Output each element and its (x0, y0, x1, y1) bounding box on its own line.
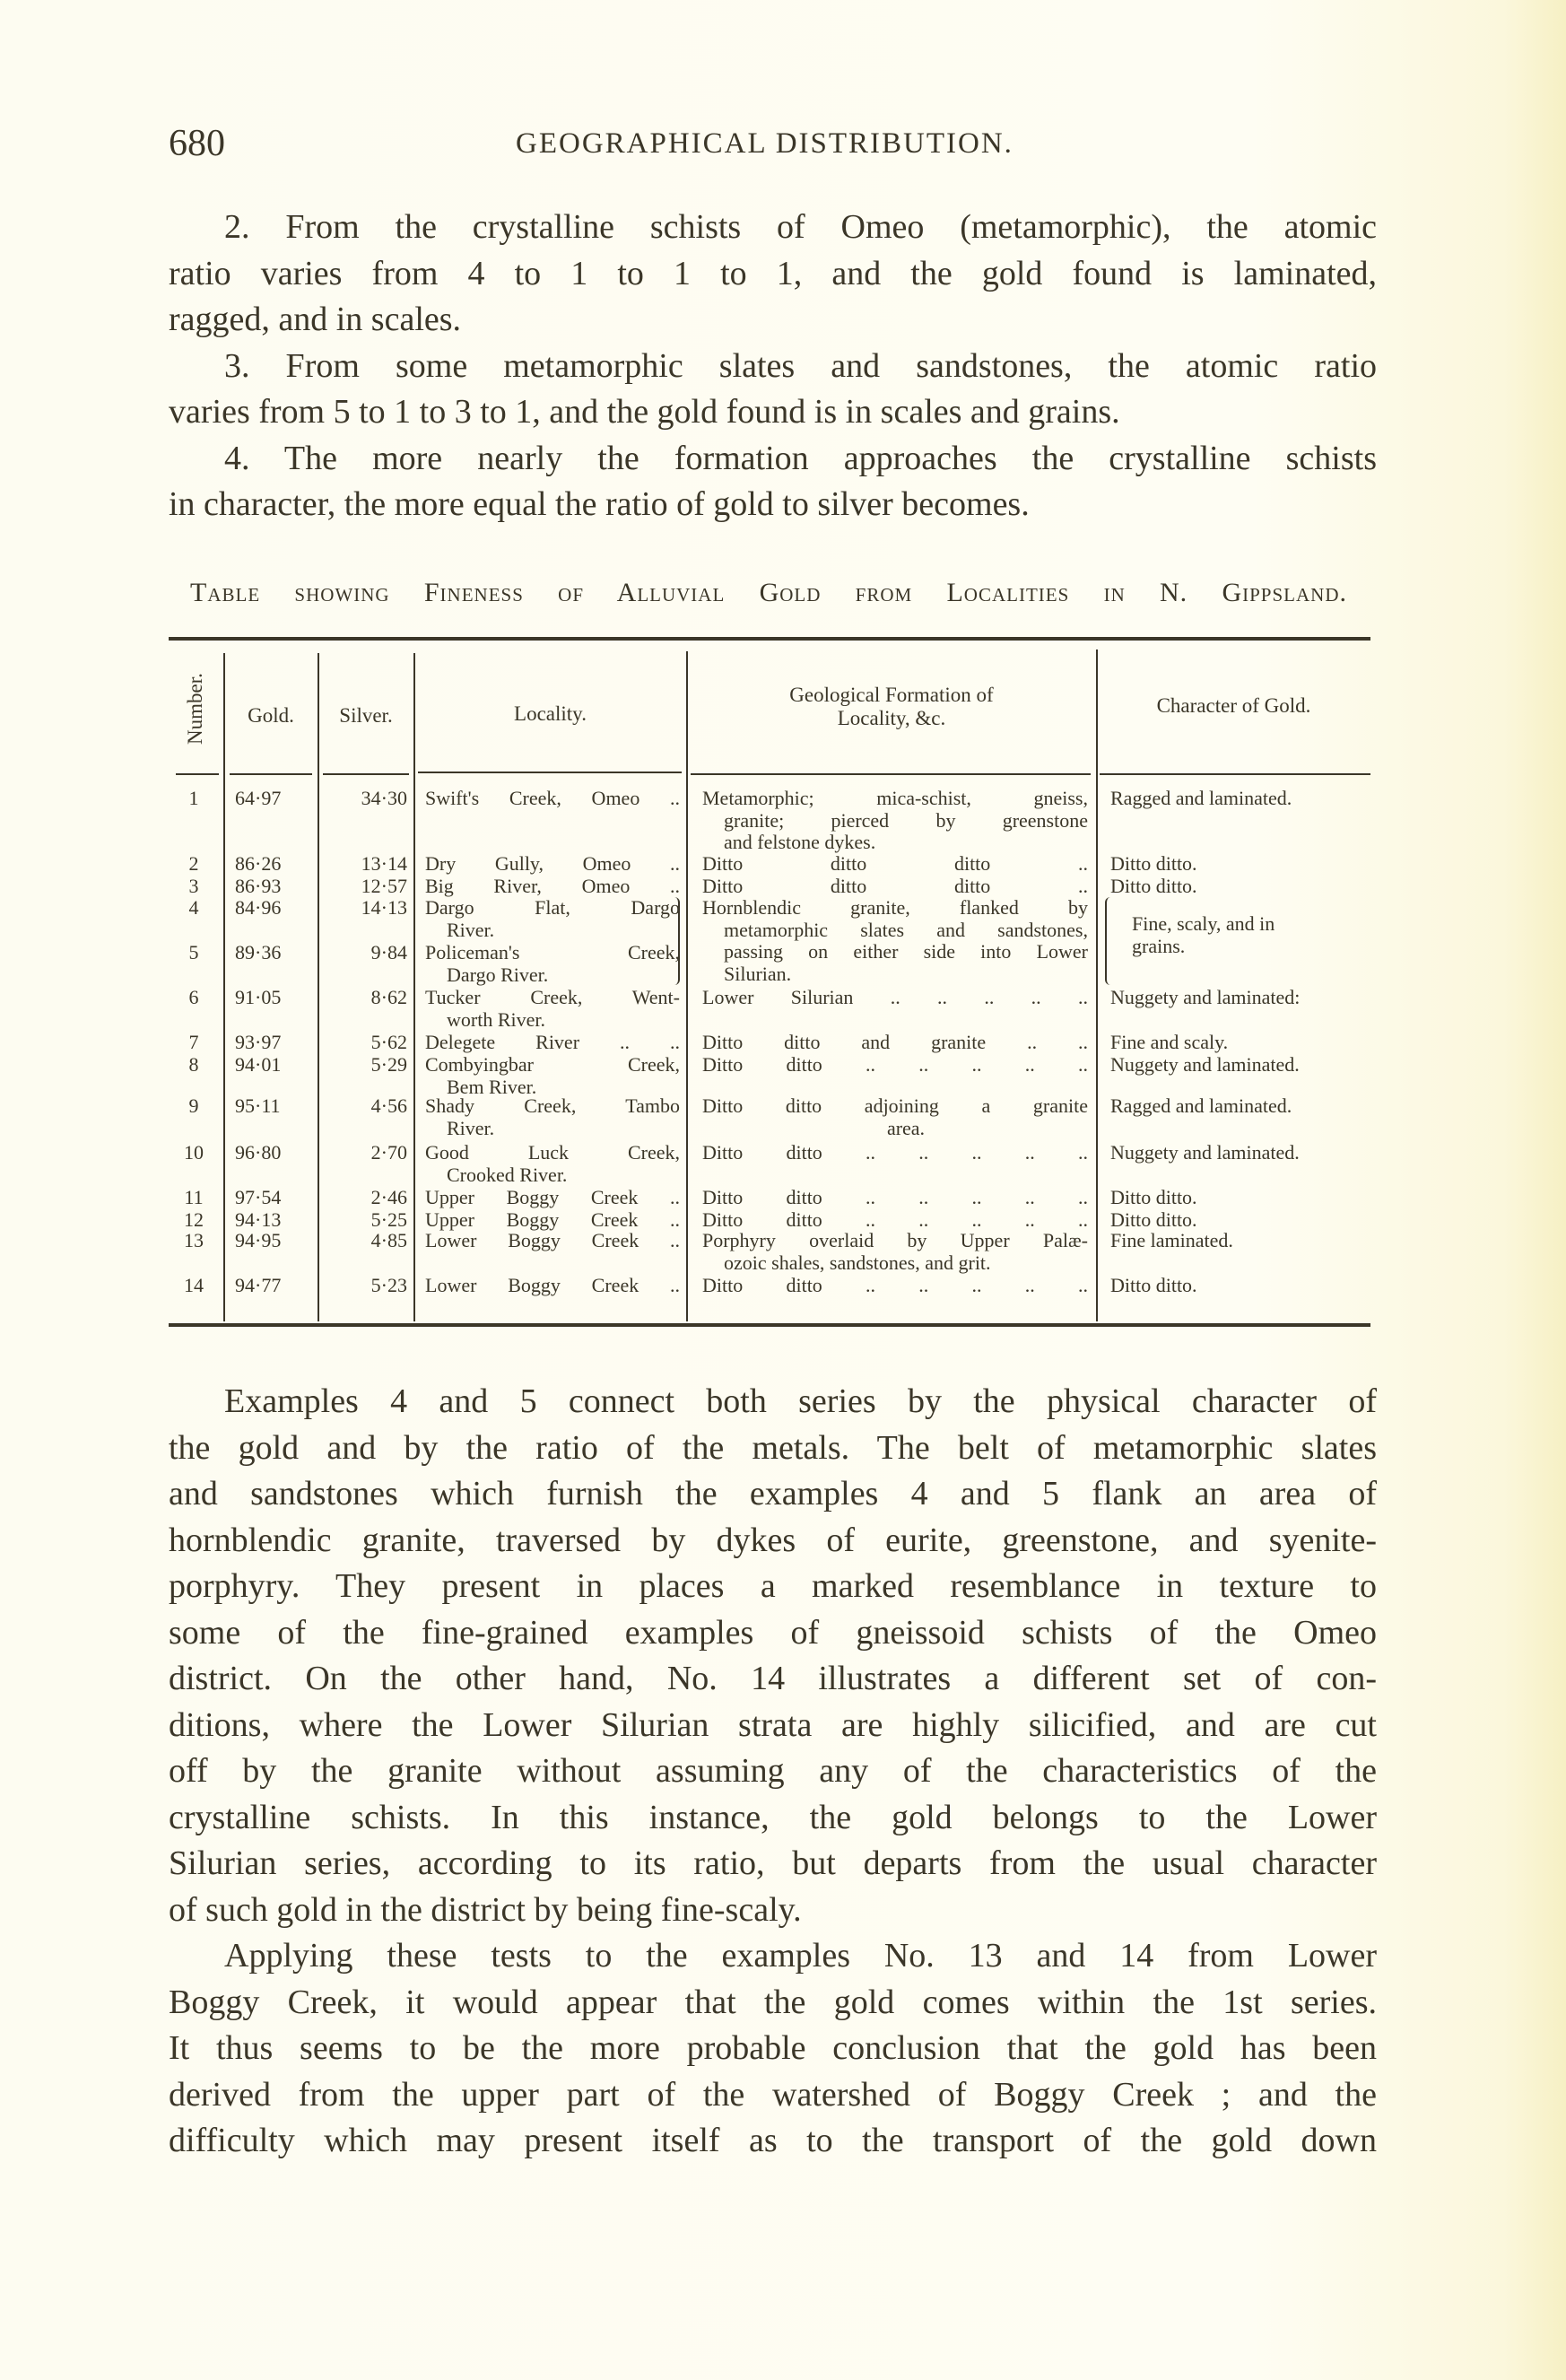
character-line: grains. (1132, 934, 1186, 957)
silver-value: 13·14 (361, 852, 407, 875)
locality-line: Lower Boggy Creek .. (425, 1229, 680, 1251)
row-number: 11 (184, 1186, 204, 1208)
paragraph-line: of such gold in the district by being fine-scaly. (169, 1890, 802, 1929)
locality-line: Bem River. (447, 1075, 537, 1098)
character-line: Ragged and laminated. (1110, 1094, 1292, 1117)
paragraph-line: Applying these tests to the examples No. 13 and 14 from Lower (224, 1937, 1377, 1975)
paragraph (169, 344, 1377, 436)
character-of-gold (1110, 1209, 1370, 1232)
geological-formation (702, 1095, 1088, 1139)
column-header-number: Number. (184, 673, 206, 745)
formation-line: Ditto ditto .. .. .. .. .. (702, 1208, 1088, 1231)
character-of-gold (1110, 876, 1370, 898)
locality-line: worth River. (447, 1007, 545, 1031)
formation-line: Metamorphic; mica-schist, gneiss, (702, 787, 1088, 809)
row-number: 7 (188, 1031, 199, 1053)
geological-formation (702, 987, 1088, 1009)
locality-line: Combyingbar Creek, (425, 1053, 680, 1076)
row-number: 12 (184, 1208, 204, 1231)
locality (425, 1209, 680, 1232)
locality-line: Policeman's Creek, (425, 941, 680, 963)
paragraph (169, 205, 1377, 344)
page-number: 680 (169, 123, 225, 164)
gold-value: 64·97 (235, 787, 282, 809)
character-line: Ditto ditto. (1110, 1274, 1197, 1296)
gold-value: 89·36 (235, 941, 282, 963)
header-divider (1100, 773, 1370, 775)
character-line: Ragged and laminated. (1110, 787, 1292, 809)
locality (425, 1142, 680, 1186)
character-line: Ditto ditto. (1110, 1208, 1197, 1231)
character-line: Nuggety and laminated. (1110, 1141, 1300, 1164)
formation-line: granite; pierced by greenstone (724, 808, 1088, 832)
locality-line: Good Luck Creek, (425, 1141, 680, 1164)
locality (425, 987, 680, 1031)
character-line: Ditto ditto. (1110, 852, 1197, 875)
locality (425, 876, 680, 898)
locality-line: Big River, Omeo .. (425, 875, 680, 897)
formation-line: passing on either side into Lower (724, 940, 1088, 963)
formation-line: Porphyry overlaid by Upper Palæ- (702, 1229, 1088, 1251)
geological-formation (702, 788, 1088, 854)
paragraph-line: derived from the upper part of the watershed of Boggy Creek ; and the (169, 2075, 1377, 2114)
character-of-gold (1110, 987, 1370, 1009)
locality (425, 853, 680, 876)
locality-line: Dargo Flat, Dargo (425, 896, 680, 919)
character-of-gold (1110, 1054, 1370, 1077)
column-divider (686, 651, 688, 1321)
column-divider (318, 653, 319, 1321)
paragraph-line: ratio varies from 4 to 1 to 1 to 1, and the gold found is laminated, (169, 254, 1377, 292)
paragraph-line: It thus seems to be the more probable conclusion that the gold has been (169, 2029, 1377, 2067)
character-of-gold (1110, 1142, 1370, 1164)
geological-formation (702, 876, 1088, 898)
locality (425, 897, 680, 941)
paragraph (169, 436, 1377, 528)
formation-line: metamorphic slates and sandstones, (724, 918, 1088, 941)
header-divider (323, 773, 409, 775)
paragraph-line: 2. From the crystalline schists of Omeo (metamorphic), the atomic (224, 208, 1377, 246)
row-number: 13 (184, 1229, 204, 1251)
paragraph (169, 1379, 1377, 1933)
gold-value: 94·01 (235, 1053, 282, 1076)
silver-value: 4·85 (370, 1229, 407, 1251)
character-of-gold (1110, 1275, 1370, 1297)
row-number: 10 (184, 1141, 204, 1164)
formation-line: area. (886, 1116, 926, 1139)
column-divider (1096, 649, 1098, 1321)
gold-value: 97·54 (235, 1186, 282, 1208)
paragraph-line: Examples 4 and 5 connect both series by the physical character of (224, 1382, 1377, 1420)
column-divider (413, 653, 415, 1321)
locality (425, 1187, 680, 1209)
locality (425, 788, 680, 810)
brace-character (1105, 897, 1110, 985)
paragraph-line: 4. The more nearly the formation approaches the crystalline schists (224, 439, 1377, 477)
character-line: Nuggety and laminated: (1110, 986, 1301, 1008)
locality-line: Shady Creek, Tambo (425, 1094, 680, 1117)
silver-value: 5·25 (370, 1208, 407, 1231)
gold-value: 91·05 (235, 986, 282, 1008)
paragraph-line: crystalline schists. In this instance, the gold belongs to the Lower (169, 1798, 1377, 1836)
column-header-character: Character of Gold. (1156, 694, 1311, 717)
character-of-gold (1110, 1230, 1370, 1252)
column-header-formation-line: Locality, &c. (837, 707, 946, 729)
formation-line: Ditto ditto .. .. .. .. .. (702, 1141, 1088, 1164)
locality-line: Swift's Creek, Omeo .. (425, 787, 680, 809)
character-line: Ditto ditto. (1110, 1186, 1197, 1208)
locality-line: River. (447, 1116, 495, 1139)
geological-formation (702, 1230, 1088, 1274)
paragraph-line: hornblendic granite, traversed by dykes of eurite, greenstone, and syenite- (169, 1521, 1377, 1559)
locality-line: Dry Gully, Omeo .. (425, 852, 680, 875)
locality-line: Delegete River .. .. (425, 1031, 680, 1053)
row-number: 4 (188, 896, 199, 919)
row-number: 1 (188, 787, 199, 809)
running-title: GEOGRAPHICAL DISTRIBUTION. (516, 127, 1014, 160)
locality-line: Tucker Creek, Went- (425, 986, 680, 1008)
column-header-formation (687, 684, 1096, 730)
locality-line: Upper Boggy Creek .. (425, 1208, 680, 1231)
locality (425, 1095, 680, 1139)
column-header-gold: Gold. (248, 704, 294, 727)
row-number: 6 (188, 986, 199, 1008)
formation-line: Ditto ditto and granite .. .. (702, 1031, 1088, 1053)
locality-line: Lower Boggy Creek .. (425, 1274, 680, 1296)
paragraph-line: in character, the more equal the ratio of gold to silver becomes. (169, 485, 1030, 523)
formation-line: Ditto ditto .. .. .. .. .. (702, 1274, 1088, 1296)
paragraph-line: ditions, where the Lower Silurian strata are highly silicified, and are cut (169, 1705, 1377, 1744)
table-bottom-rule (169, 1323, 1370, 1327)
silver-value: 8·62 (370, 986, 407, 1008)
row-number: 3 (188, 875, 199, 897)
silver-value: 5·29 (370, 1053, 407, 1076)
gold-value: 86·93 (235, 875, 282, 897)
paragraph-line: and sandstones which furnish the examples 4 and 5 flank an area of (169, 1475, 1377, 1513)
geological-formation (702, 1187, 1088, 1209)
silver-value: 12·57 (361, 875, 407, 897)
character-line: Fine laminated. (1110, 1229, 1233, 1251)
paragraph-line: varies from 5 to 1 to 3 to 1, and the gold found is in scales and grains. (169, 393, 1120, 431)
silver-value: 2·70 (370, 1141, 407, 1164)
locality-line: Upper Boggy Creek .. (425, 1186, 680, 1208)
character-line: Ditto ditto. (1110, 875, 1197, 897)
geological-formation (702, 1209, 1088, 1232)
gold-value: 95·11 (235, 1094, 281, 1117)
formation-line: Ditto ditto .. .. .. .. .. (702, 1186, 1088, 1208)
gold-value: 96·80 (235, 1141, 282, 1164)
silver-value: 34·30 (361, 787, 407, 809)
geological-formation (702, 1142, 1088, 1164)
character-of-gold (1110, 1187, 1370, 1209)
character-of-gold (1110, 788, 1370, 810)
formation-line: Hornblendic granite, flanked by (702, 896, 1088, 919)
paragraph-line: difficulty which may present itself as to the transport of the gold down (169, 2122, 1377, 2159)
formation-line: Ditto ditto ditto .. (702, 875, 1088, 897)
table-top-rule (169, 637, 1370, 641)
formation-line: and felstone dykes. (724, 831, 876, 853)
locality (425, 1032, 680, 1054)
row-number: 8 (188, 1053, 199, 1076)
silver-value: 5·23 (370, 1274, 407, 1296)
formation-line: Ditto ditto ditto .. (702, 852, 1088, 875)
character-line: Nuggety and laminated. (1110, 1053, 1300, 1076)
paragraph-line: Silurian series, according to its ratio, but departs from the usual character (169, 1844, 1377, 1882)
geological-formation (702, 1054, 1088, 1077)
paragraph-line: the gold and by the ratio of the metals. The belt of metamorphic slates (169, 1428, 1377, 1467)
silver-value: 5·62 (370, 1031, 407, 1053)
paragraph-line: Boggy Creek, it would appear that the gold comes within the 1st series. (169, 1983, 1377, 2021)
character-line: Fine, scaly, and in (1132, 912, 1275, 935)
gold-value: 94·13 (235, 1208, 282, 1231)
header-divider (176, 773, 219, 775)
formation-line: Ditto ditto .. .. .. .. .. (702, 1053, 1088, 1076)
geological-formation (702, 853, 1088, 876)
paragraph-line: ragged, and in scales. (169, 301, 462, 338)
silver-value: 9·84 (370, 941, 407, 963)
geological-formation (702, 1032, 1088, 1054)
silver-value: 2·46 (370, 1186, 407, 1208)
locality (425, 1275, 680, 1297)
locality (425, 1054, 680, 1098)
paragraph-line: district. On the other hand, No. 14 illustrates a different set of con- (169, 1660, 1377, 1697)
column-header-formation-line: Geological Formation of (789, 684, 994, 706)
header-divider (230, 773, 312, 775)
row-number: 5 (188, 941, 199, 963)
header-divider (418, 772, 682, 773)
row-number: 2 (188, 852, 199, 875)
geological-formation (702, 1275, 1088, 1297)
table-caption: Table showing Fineness of Alluvial Gold from Localities in N. Gippsland. (190, 578, 1347, 607)
column-header-locality: Locality. (514, 702, 587, 725)
character-of-gold (1132, 913, 1392, 957)
character-of-gold (1110, 853, 1370, 876)
formation-line: Ditto ditto adjoining a granite (702, 1094, 1088, 1117)
gold-value: 86·26 (235, 852, 282, 875)
character-of-gold (1110, 1095, 1370, 1118)
locality (425, 1230, 680, 1252)
column-divider (223, 653, 225, 1321)
formation-line: ozoic shales, sandstones, and grit. (724, 1251, 991, 1274)
gold-value: 94·95 (235, 1229, 282, 1251)
gold-value: 93·97 (235, 1031, 282, 1053)
silver-value: 14·13 (361, 896, 407, 919)
gold-value: 94·77 (235, 1274, 282, 1296)
locality-line: Dargo River. (447, 963, 549, 986)
locality-line: Crooked River. (447, 1163, 568, 1186)
gold-value: 84·96 (235, 896, 282, 919)
character-of-gold (1110, 1032, 1370, 1054)
paragraph-line: some of the fine-grained examples of gneissoid schists of the Omeo (169, 1613, 1377, 1652)
geological-formation (702, 897, 1088, 985)
paragraph-line: 3. From some metamorphic slates and sandstones, the atomic ratio (224, 346, 1377, 385)
row-number: 9 (188, 1094, 199, 1117)
locality (425, 942, 680, 986)
column-header-silver: Silver. (339, 704, 393, 727)
locality-line: River. (447, 918, 495, 941)
header-divider (691, 773, 1091, 775)
paragraph-line: porphyry. They present in places a marked resemblance in texture to (169, 1567, 1377, 1605)
paragraph (169, 1933, 1377, 2165)
formation-line: Lower Silurian .. .. .. .. .. (702, 986, 1088, 1008)
character-line: Fine and scaly. (1110, 1031, 1229, 1053)
paragraph-line: off by the granite without assuming any of the characteristics of the (169, 1752, 1377, 1790)
silver-value: 4·56 (370, 1094, 407, 1117)
formation-line: Silurian. (724, 962, 792, 985)
row-number: 14 (184, 1274, 204, 1296)
